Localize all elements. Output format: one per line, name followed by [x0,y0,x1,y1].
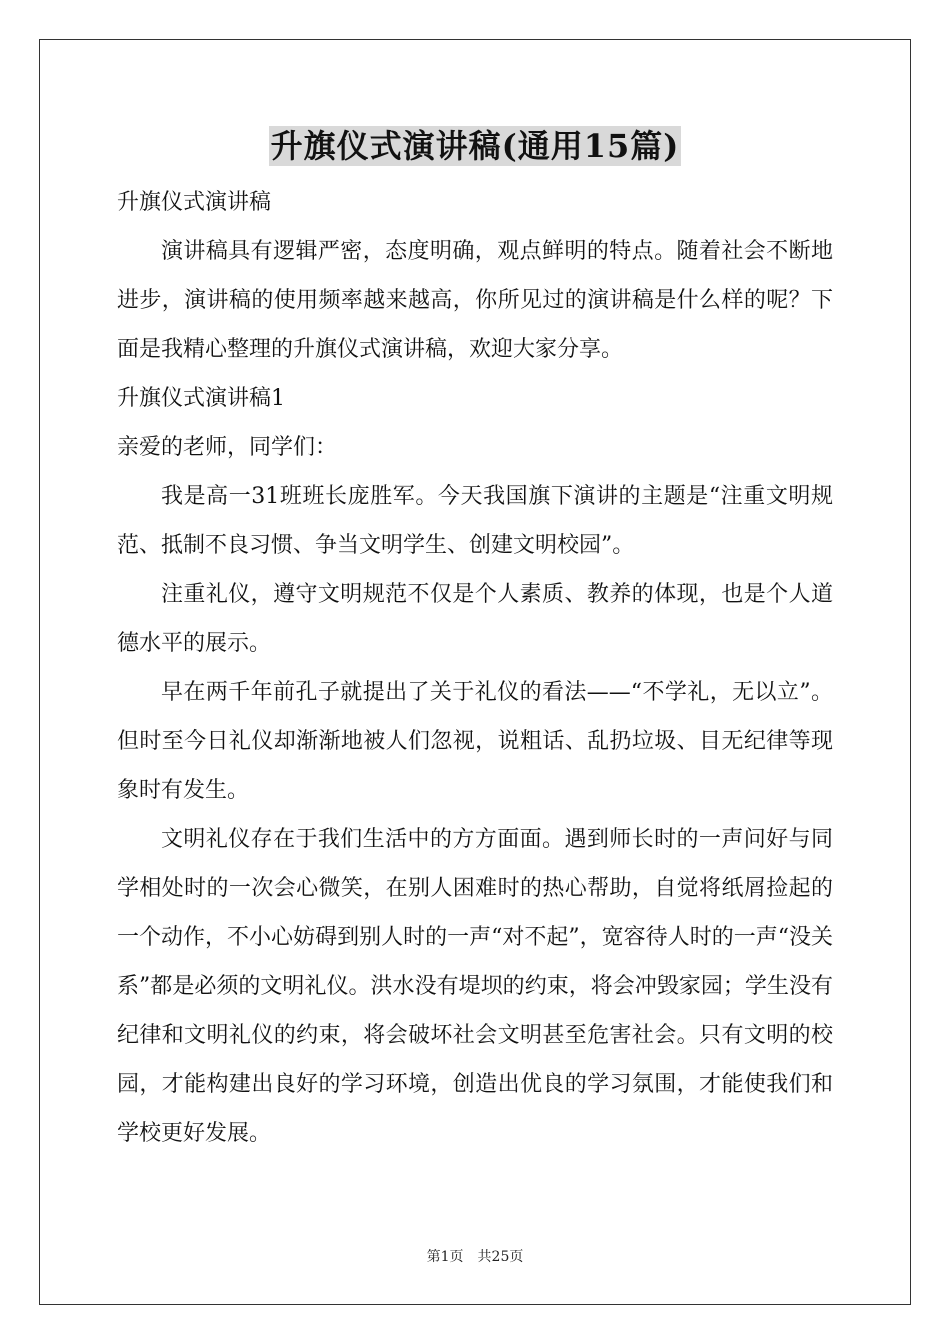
body-paragraph: 早在两千年前孔子就提出了关于礼仪的看法——“不学礼，无以立”。但时至今日礼仪却渐渐地被人们忽视，说粗话、乱扔垃圾、目无纪律等现象时有发生。 [117,680,833,803]
title-container [0,126,950,166]
page-number: 第1页 [426,1249,464,1265]
body-paragraph: 文明礼仪存在于我们生活中的方方面面。遇到师长时的一声问好与同学相处时的一次会心微笑，在别人困难时的热心帮助，自觉将纸屑捡起的一个动作，不小心妨碍到别人时的一声“对不起”，宽容待人时的一声“没关系”都是必须的文明礼仪。洪水没有堤坝的约束，将会冲毁家园；学生没有纪律和文明礼仪的约束，将会破坏社会文明甚至危害社会。只有文明的校园，才能构建出良好的学习环境，创造出优良的学习氛围，才能使我们和学校更好发展。 [117,827,833,1146]
document-title: 升旗仪式演讲稿(通用15篇) [270,127,680,165]
body-paragraph: 我是高一31班班长庞胜军。今天我国旗下演讲的主题是“注重文明规范、抵制不良习惯、争当文明学生、创建文明校园”。 [117,484,833,558]
body-paragraph: 注重礼仪，遵守文明规范不仅是个人素质、教养的体现，也是个人道德水平的展示。 [117,582,833,656]
intro-paragraph: 演讲稿具有逻辑严密，态度明确，观点鲜明的特点。随着社会不断地进步，演讲稿的使用频率越来越高，你所见过的演讲稿是什么样的呢？下面是我精心整理的升旗仪式演讲稿，欢迎大家分享。 [117,239,833,362]
section-heading: 升旗仪式演讲稿 [117,190,272,215]
document-body [117,178,833,1158]
page-total: 共25页 [477,1249,524,1265]
page-footer [0,1248,950,1266]
salutation: 亲爱的老师，同学们： [117,435,338,460]
speech-heading-1: 升旗仪式演讲稿1 [117,386,285,411]
